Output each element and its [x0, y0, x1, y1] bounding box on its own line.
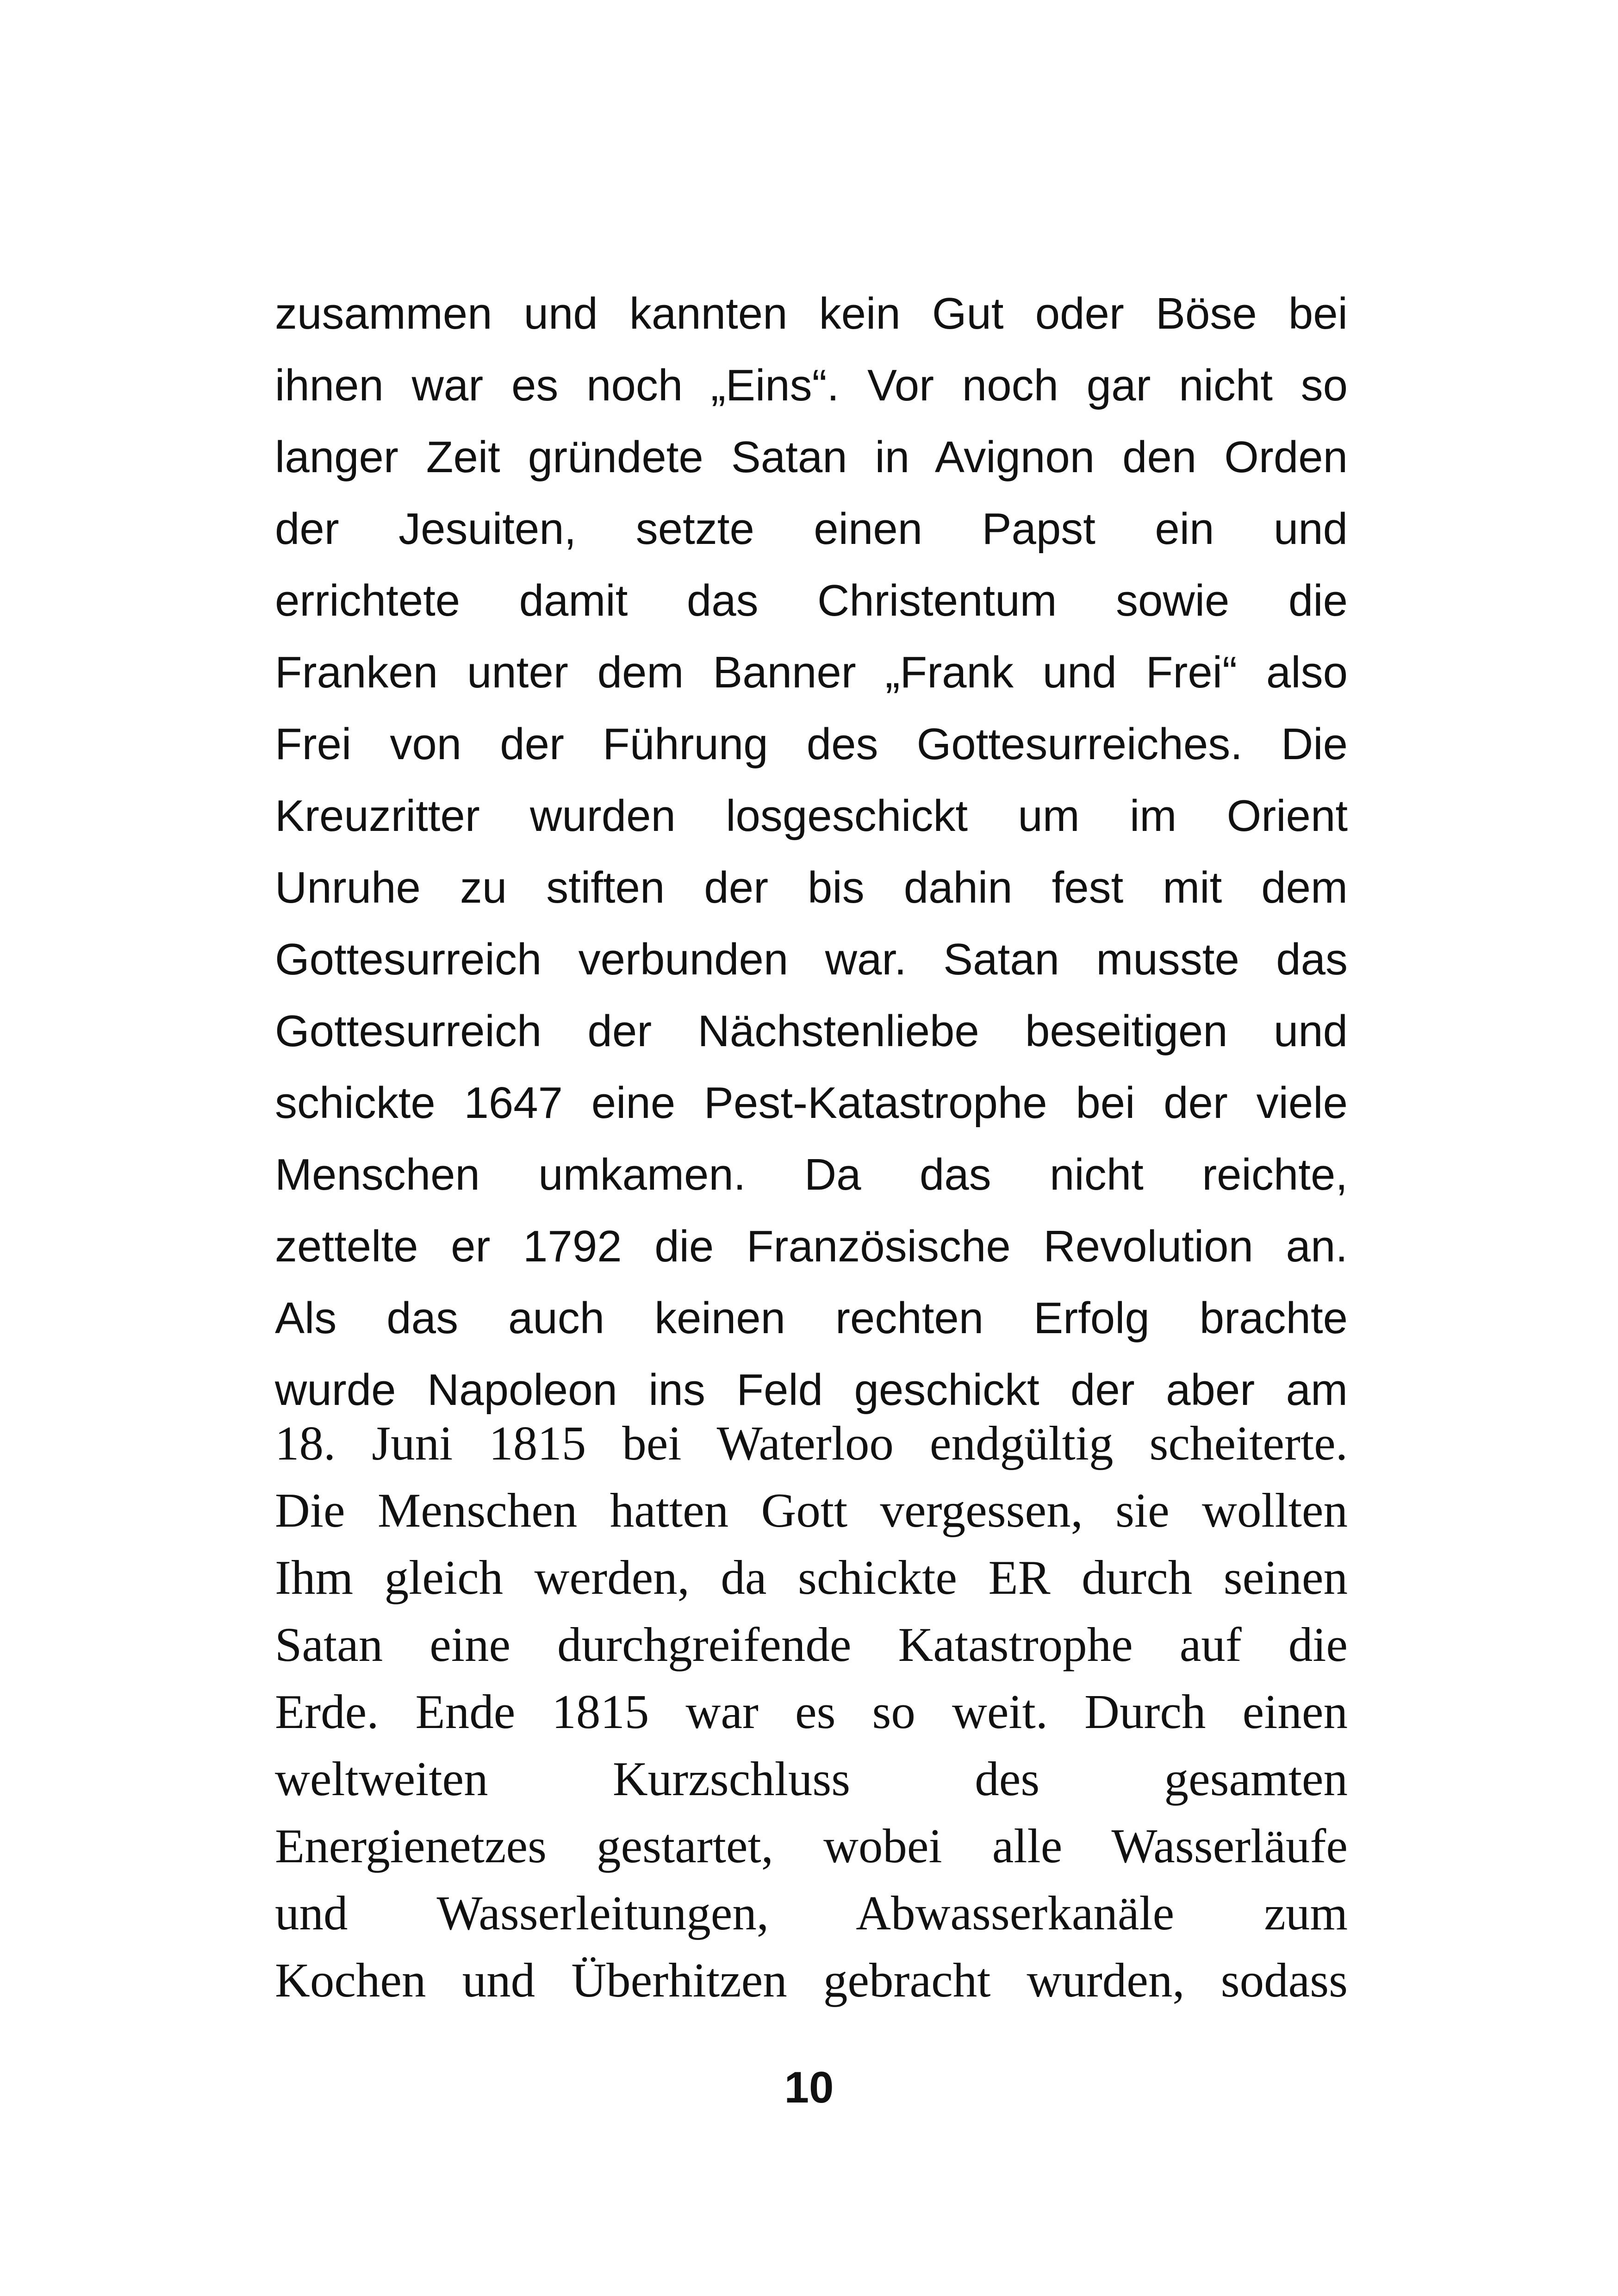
text-line: Franken unter dem Banner „Frank und Frei“ also: [275, 648, 1348, 697]
text-line: errichtete damit das Christentum sowie die: [275, 576, 1348, 625]
text-line: wurde Napoleon ins Feld geschickt der aber am: [275, 1365, 1348, 1415]
page-number: 10: [784, 2063, 834, 2112]
text-line: Die Menschen hatten Gott vergessen, sie wollten: [275, 1483, 1348, 1537]
text-line: Ihm gleich werden, da schickte ER durch seinen: [275, 1550, 1348, 1604]
text-line: Kreuzritter wurden losgeschickt um im Orient: [275, 791, 1348, 841]
text-line: Gottesurreich verbunden war. Satan musste das: [275, 935, 1348, 984]
text-line: und Wasserleitungen, Abwasserkanäle zum: [275, 1886, 1348, 1940]
text-line: schickte 1647 eine Pest-Katastrophe bei der viele: [275, 1078, 1348, 1128]
text-line: der Jesuiten, setzte einen Papst ein und: [275, 504, 1348, 554]
text-line: Unruhe zu stiften der bis dahin fest mit dem: [275, 863, 1348, 912]
body-text-serif: [275, 1410, 1348, 2014]
text-line: Erde. Ende 1815 war es so weit. Durch einen: [275, 1685, 1348, 1739]
text-line: Energienetzes gestartet, wobei alle Wasserläufe: [275, 1819, 1348, 1873]
text-line: langer Zeit gründete Satan in Avignon den Orden: [275, 432, 1348, 482]
text-line: ihnen war es noch „Eins“. Vor noch gar nicht so: [275, 361, 1348, 410]
body-text-sans: [275, 278, 1348, 1426]
text-line: zettelte er 1792 die Französische Revolution an.: [275, 1222, 1348, 1271]
text-line: Menschen umkamen. Da das nicht reichte,: [275, 1150, 1348, 1199]
text-line: 18. Juni 1815 bei Waterloo endgültig scheiterte.: [275, 1416, 1348, 1470]
text-line: Als das auch keinen rechten Erfolg brachte: [275, 1293, 1348, 1343]
text-line: zusammen und kannten kein Gut oder Böse bei: [275, 289, 1348, 338]
text-line: weltweiten Kurzschluss des gesamten: [275, 1752, 1348, 1806]
text-line: Kochen und Überhitzen gebracht wurden, sodass: [275, 1953, 1348, 2007]
text-line: Gottesurreich der Nächstenliebe beseitigen und: [275, 1006, 1348, 1056]
text-line: Frei von der Führung des Gottesurreiches. Die: [275, 719, 1348, 769]
text-line: Satan eine durchgreifende Katastrophe auf die: [275, 1617, 1348, 1672]
